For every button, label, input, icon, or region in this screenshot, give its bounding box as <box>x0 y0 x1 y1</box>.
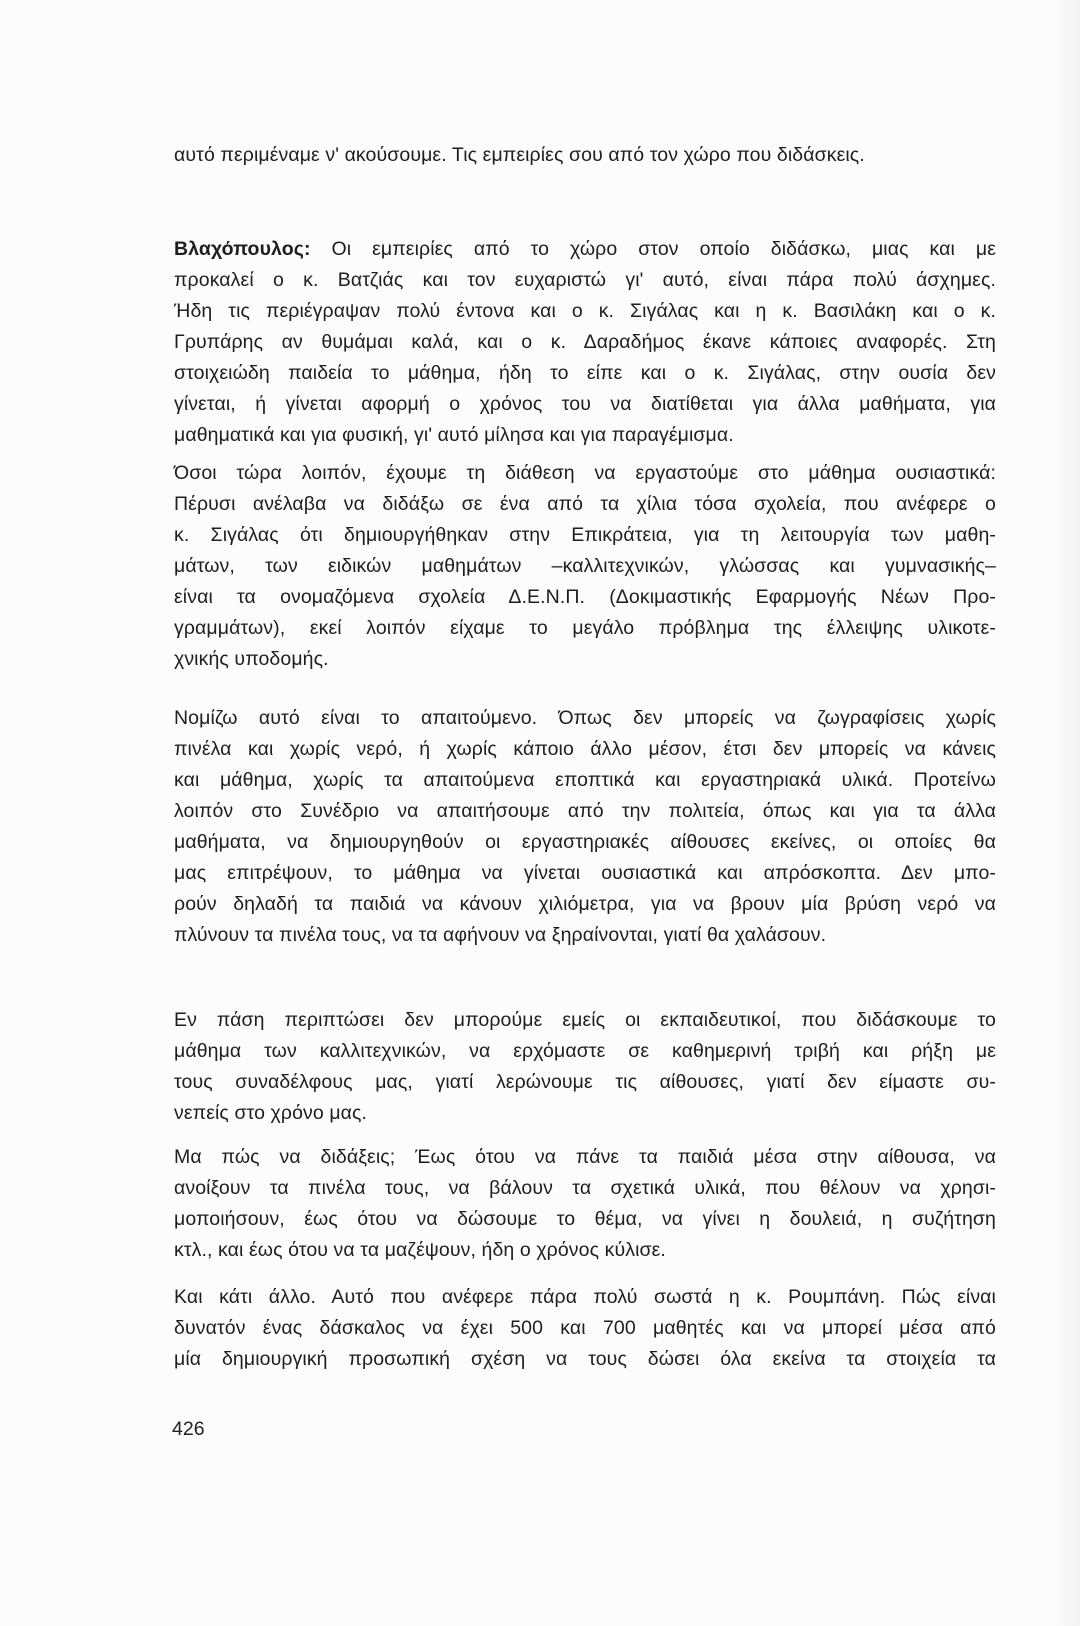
paragraph <box>174 1142 996 1266</box>
paragraph-line: νεπείς στο χρόνο μας. <box>174 1102 368 1124</box>
paragraph-line: στοιχειώδη παιδεία το μάθημα, ήδη το είπε και ο κ. Σιγάλας, στην ουσία δεν <box>174 362 996 384</box>
paragraph-line: Πέρυσι ανέλαβα να διδάξω σε ένα από τα χίλια τόσα σχολεία, που ανέφερε ο <box>174 493 996 515</box>
paragraph-line: προκαλεί ο κ. Βατζιάς και τον ευχαριστώ γι' αυτό, είναι πάρα πολύ άσχημες. <box>174 269 996 291</box>
paragraph-line: ρούν δηλαδή τα παιδιά να κάνουν χιλιόμετρα, για να βρουν μία βρύση νερό να <box>174 893 996 915</box>
paragraph-line: πινέλα και χωρίς νερό, ή χωρίς κάποιο άλλο μέσον, έτσι δεν μπορείς να κάνεις <box>174 738 996 760</box>
paragraph-line: μάτων, των ειδικών μαθημάτων –καλλιτεχνικών, γλώσσας και γυμνασικής– <box>174 555 996 577</box>
intro-block <box>174 140 996 171</box>
speaker-paragraph <box>174 234 996 451</box>
paragraph <box>174 1282 996 1375</box>
paragraph <box>174 703 996 951</box>
paragraph <box>174 458 996 675</box>
paragraph-line: είναι τα ονομαζόμενα σχολεία Δ.Ε.Ν.Π. (Δοκιμαστικής Εφαρμογής Νέων Προ- <box>174 586 996 608</box>
paragraph-line: Ήδη τις περιέγραψαν πολύ έντονα και ο κ. Σιγάλας και η κ. Βασιλάκη και ο κ. <box>174 300 996 322</box>
page-edge-shadow <box>1056 0 1080 1626</box>
paragraph-line: Μα πώς να διδάξεις; Έως ότου να πάνε τα παιδιά μέσα στην αίθουσα, να <box>174 1146 996 1168</box>
paragraph-line: γίνεται, ή γίνεται αφορμή ο χρόνος του να διατίθεται για άλλα μαθήματα, για <box>174 393 996 415</box>
paragraph-line: χνικής υποδομής. <box>174 648 329 670</box>
paragraph-line: κτλ., και έως ότου να τα μαζέψουν, ήδη ο χρόνος κύλισε. <box>174 1239 666 1261</box>
paragraph-line: Και κάτι άλλο. Αυτό που ανέφερε πάρα πολύ σωστά η κ. Ρουμπάνη. Πώς είναι <box>174 1286 996 1308</box>
paragraph-line: και μάθημα, χωρίς τα απαιτούμενα εποπτικά και εργαστηριακά υλικά. Προτείνω <box>174 769 996 791</box>
paragraph-line: Όσοι τώρα λοιπόν, έχουμε τη διάθεση να εργαστούμε στο μάθημα ουσιαστικά: <box>174 462 996 484</box>
paragraph-line: Εν πάση περιπτώσει δεν μπορούμε εμείς οι εκπαιδευτικοί, που διδάσκουμε το <box>174 1009 996 1031</box>
paragraph-line: δυνατόν ένας δάσκαλος να έχει 500 και 700 μαθητές και να μπορεί μέσα από <box>174 1317 996 1339</box>
paragraph <box>174 1005 996 1129</box>
paragraph-line: μαθήματα, να δημιουργηθούν οι εργαστηριακές αίθουσες εκείνες, οι οποίες θα <box>174 831 996 853</box>
paragraph-line: μαθηματικά και για φυσική, γι' αυτό μίλησα και για παραγέμισμα. <box>174 424 734 446</box>
page-number: 426 <box>172 1418 205 1440</box>
paragraph-line: τους συναδέλφους μας, γιατί λερώνουμε τις αίθουσες, γιατί δεν είμαστε συ- <box>174 1071 996 1093</box>
speaker-name: Βλαχόπουλος: <box>174 238 311 260</box>
paragraph-line: λοιπόν στο Συνέδριο να απαιτήσουμε από την πολιτεία, όπως και για τα άλλα <box>174 800 996 822</box>
paragraph-line: πλύνουν τα πινέλα τους, να τα αφήνουν να ξηραίνονται, γιατί θα χαλάσουν. <box>174 924 827 946</box>
paragraph-line: μας επιτρέψουν, το μάθημα να γίνεται ουσιαστικά και απρόσκοπτα. Δεν μπο- <box>174 862 996 884</box>
paragraph-line: Νομίζω αυτό είναι το απαιτούμενο. Όπως δεν μπορείς να ζωγραφίσεις χωρίς <box>174 707 996 729</box>
intro-line: αυτό περιμέναμε ν' ακούσουμε. Τις εμπειρίες σου από τον χώρο που διδάσκεις. <box>174 144 865 166</box>
paragraph-line: Γρυπάρης αν θυμάμαι καλά, και ο κ. Δαραδήμος έκανε κάποιες αναφορές. Στη <box>174 331 996 353</box>
paragraph-line: γραμμάτων), εκεί λοιπόν είχαμε το μεγάλο πρόβλημα της έλλειψης υλικοτε- <box>174 617 996 639</box>
paragraph-line: μάθημα των καλλιτεχνικών, να ερχόμαστε σε καθημερινή τριβή και ρήξη με <box>174 1040 996 1062</box>
paragraph-line: μία δημιουργική προσωπική σχέση να τους δώσει όλα εκείνα τα στοιχεία τα <box>174 1348 996 1370</box>
speaker-first-line <box>174 234 996 265</box>
paragraph-line: κ. Σιγάλας ότι δημιουργήθηκαν στην Επικράτεια, για τη λειτουργία των μαθη- <box>174 524 996 546</box>
speaker-first-line-text: Οι εμπειρίες από το χώρο στον οποίο διδάσκω, μιας και με <box>310 238 996 260</box>
paragraph-line: μοποιήσουν, έως ότου να δώσουμε το θέμα, να γίνει η δουλειά, η συζήτηση <box>174 1208 996 1230</box>
paragraph-line: ανοίξουν τα πινέλα τους, να βάλουν τα σχετικά υλικά, που θέλουν να χρησι- <box>174 1177 996 1199</box>
